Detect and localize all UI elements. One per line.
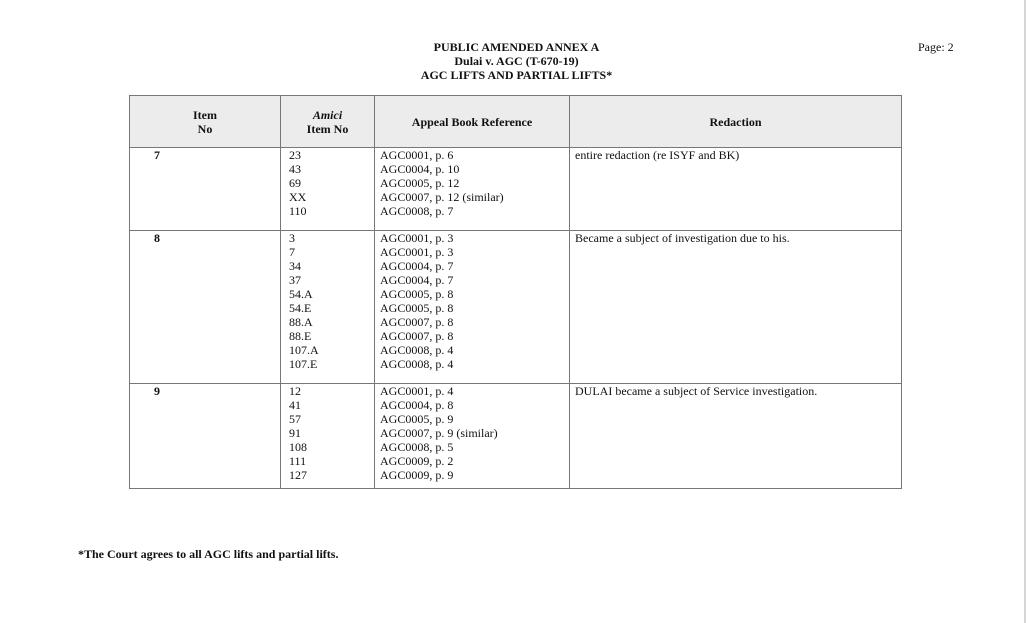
amici-item-no: 41 <box>289 398 301 412</box>
amici-item-no: 88.E <box>289 329 312 343</box>
amici-item-no: 91 <box>289 426 301 440</box>
amici-item-no: 110 <box>289 204 307 218</box>
amici-item-no: 12 <box>289 384 301 398</box>
appeal-book-reference: AGC0008, p. 5 <box>380 440 454 454</box>
footnote: *The Court agrees to all AGC lifts and partial lifts. <box>78 547 339 561</box>
redaction-cell <box>570 231 902 384</box>
appeal-book-reference: AGC0009, p. 9 <box>380 468 454 482</box>
amici-cell <box>281 231 375 384</box>
appeal-book-reference: AGC0008, p. 7 <box>380 204 454 218</box>
table-row <box>130 384 902 489</box>
appeal-book-reference: AGC0001, p. 4 <box>380 384 454 398</box>
appeal-book-reference: AGC0007, p. 8 <box>380 315 454 329</box>
page-number: Page: 2 <box>918 40 954 54</box>
amici-cell <box>281 384 375 489</box>
appeal-book-reference: AGC0001, p. 3 <box>380 245 454 259</box>
appeal-book-reference: AGC0007, p. 9 (similar) <box>380 426 498 440</box>
column-header-amici-item-no: Amici Item No <box>281 96 375 148</box>
amici-item-no: XX <box>289 190 307 204</box>
appeal-book-reference: AGC0009, p. 2 <box>380 454 454 468</box>
lifts-table <box>129 95 902 489</box>
appeal-book-reference: AGC0001, p. 3 <box>380 231 454 245</box>
appeal-book-reference: AGC0005, p. 8 <box>380 287 454 301</box>
redaction-cell <box>570 148 902 231</box>
appeal-book-reference: AGC0004, p. 7 <box>380 273 454 287</box>
amici-item-no: 127 <box>289 468 307 482</box>
redaction-text: Became a subject of investigation due to his. <box>575 231 790 245</box>
reference-cell <box>375 148 570 231</box>
amici-item-no: 107.E <box>289 357 318 371</box>
item-no-cell <box>130 148 281 231</box>
amici-item-no: 43 <box>289 162 301 176</box>
amici-item-no: 57 <box>289 412 301 426</box>
table-header-row <box>130 96 902 148</box>
amici-item-no: 88.A <box>289 315 313 329</box>
amici-item-no: 108 <box>289 440 307 454</box>
amici-item-no: 69 <box>289 176 301 190</box>
appeal-book-reference: AGC0005, p. 8 <box>380 301 454 315</box>
title-line: Dulai v. AGC (T-670-19) <box>454 54 579 68</box>
amici-item-no: 3 <box>289 231 295 245</box>
title-line: AGC LIFTS AND PARTIAL LIFTS* <box>420 68 613 82</box>
column-header-appeal-book-reference: Appeal Book Reference <box>375 96 570 148</box>
appeal-book-reference: AGC0007, p. 12 (similar) <box>380 190 504 204</box>
table-row <box>130 231 902 384</box>
appeal-book-reference: AGC0008, p. 4 <box>380 357 454 371</box>
amici-item-no: 54.E <box>289 301 312 315</box>
appeal-book-reference: AGC0007, p. 8 <box>380 329 454 343</box>
amici-item-no: 54.A <box>289 287 313 301</box>
appeal-book-reference: AGC0005, p. 12 <box>380 176 460 190</box>
column-header-item-no: Item No <box>130 96 281 148</box>
table-row <box>130 148 902 231</box>
appeal-book-reference: AGC0004, p. 10 <box>380 162 460 176</box>
appeal-book-reference: AGC0008, p. 4 <box>380 343 454 357</box>
appeal-book-reference: AGC0004, p. 7 <box>380 259 454 273</box>
appeal-book-reference: AGC0001, p. 6 <box>380 148 454 162</box>
amici-item-no: 37 <box>289 273 301 287</box>
item-no: 7 <box>154 148 160 162</box>
amici-item-no: 107.A <box>289 343 319 357</box>
appeal-book-reference: AGC0004, p. 8 <box>380 398 454 412</box>
item-no: 8 <box>154 231 160 245</box>
amici-cell <box>281 148 375 231</box>
item-no-cell <box>130 384 281 489</box>
title-line: PUBLIC AMENDED ANNEX A <box>433 40 600 54</box>
item-no: 9 <box>154 384 160 398</box>
redaction-text: entire redaction (re ISYF and BK) <box>575 148 740 162</box>
item-no-cell <box>130 231 281 384</box>
column-header-redaction: Redaction <box>570 96 902 148</box>
reference-cell <box>375 231 570 384</box>
redaction-cell <box>570 384 902 489</box>
document-title <box>0 40 1027 82</box>
amici-item-no: 23 <box>289 148 301 162</box>
page-edge <box>1024 0 1026 623</box>
reference-cell <box>375 384 570 489</box>
amici-item-no: 34 <box>289 259 301 273</box>
redaction-text: DULAI became a subject of Service investigation. <box>575 384 818 398</box>
amici-item-no: 7 <box>289 245 295 259</box>
amici-item-no: 111 <box>289 454 307 468</box>
appeal-book-reference: AGC0005, p. 9 <box>380 412 454 426</box>
